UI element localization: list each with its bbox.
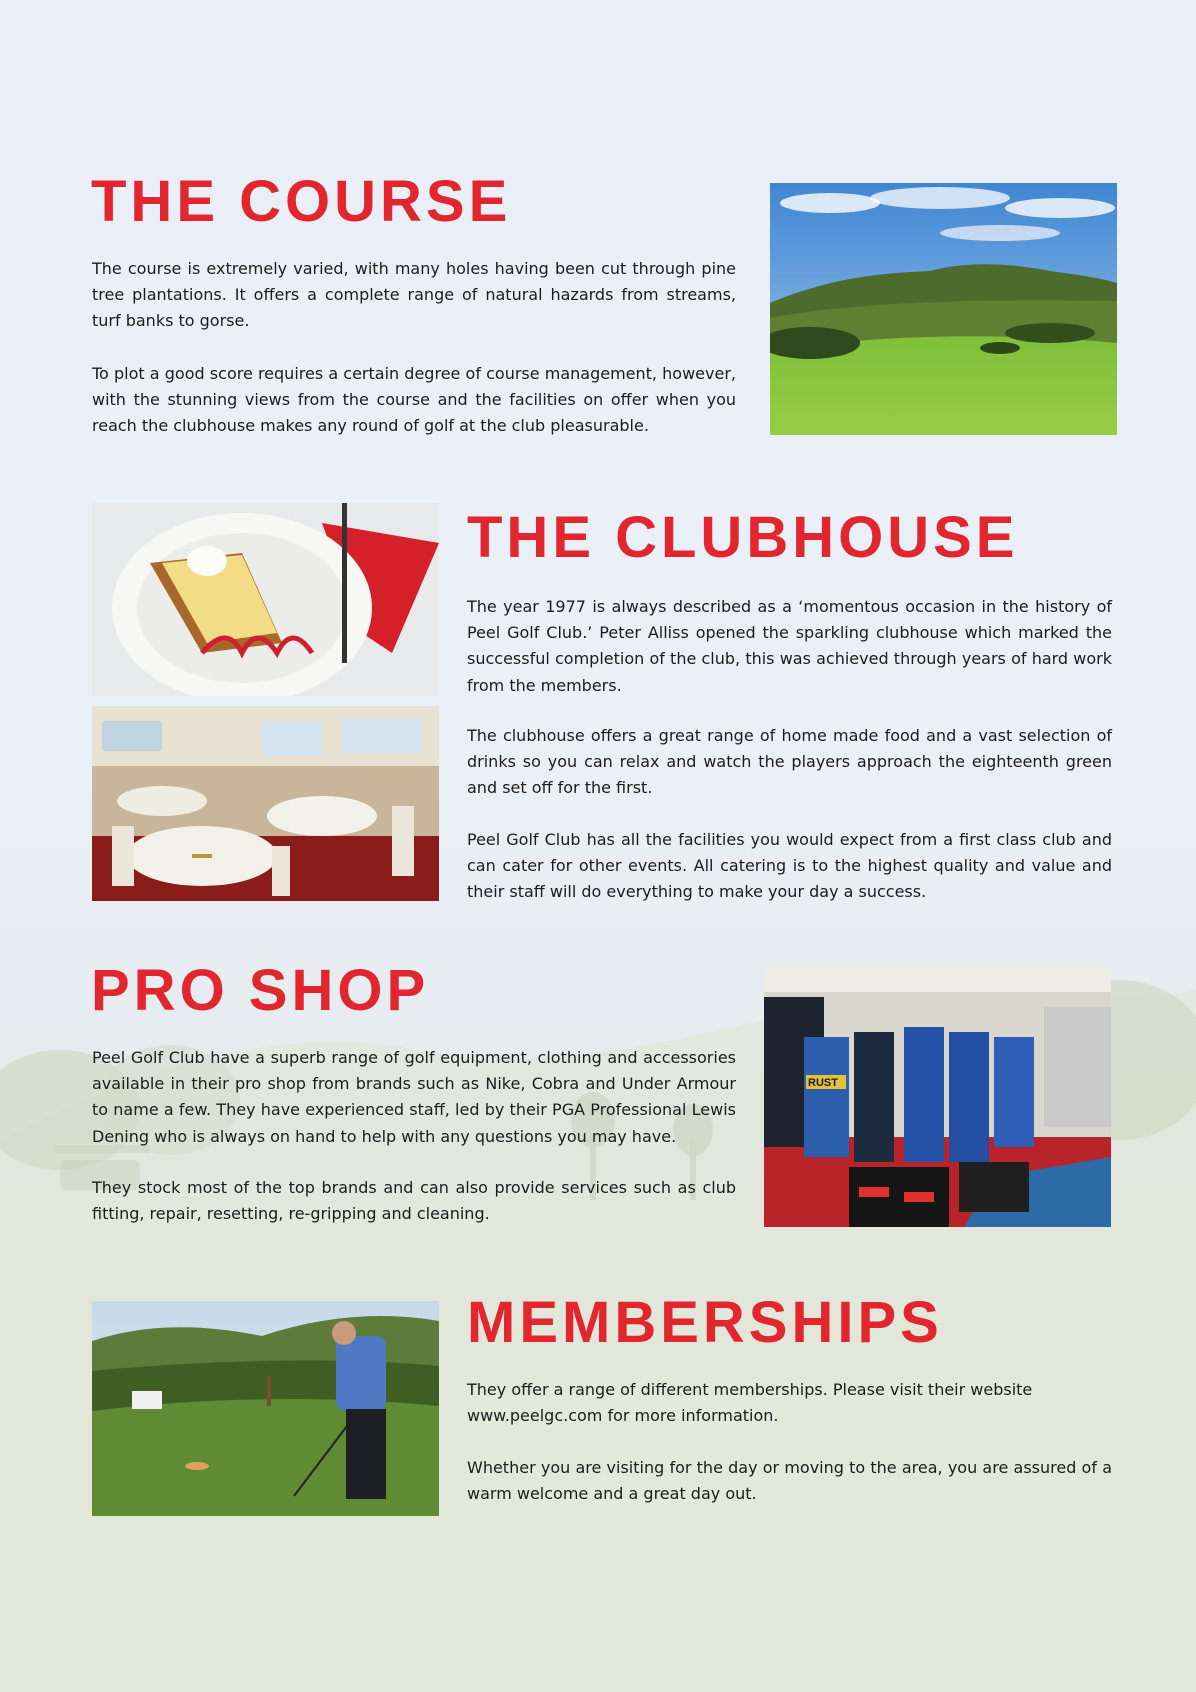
- proshop-paragraph-1: Peel Golf Club have a superb range of golf equipment, clothing and accessories available in their pro shop from brands such as Nike, Cobra and Under Armour to name a few. They have experienced staff, led by their PGA Professional Lewis Dening who is always on hand to help with any questions you may have.: [92, 1048, 736, 1146]
- memberships-heading: MEMBERSHIPS: [467, 1290, 943, 1355]
- memberships-paragraph-1: They offer a range of different memberships. Please visit their website www.peelgc.com for more information.: [467, 1380, 1033, 1426]
- proshop-heading: PRO SHOP: [91, 958, 430, 1023]
- course-paragraph-2: To plot a good score requires a certain degree of course management, however, with the stunning views from the course and the facilities on offer when you reach the clubhouse makes any round of golf at the club pleasurable.: [92, 364, 736, 436]
- course-paragraph-1: The course is extremely varied, with many holes having been cut through pine tree plantations. It offers a complete range of natural hazards from streams, turf banks to gorse.: [92, 259, 736, 331]
- clubhouse-paragraph-1: The year 1977 is always described as a ‘momentous occasion in the history of Peel Golf Club.’ Peter Alliss opened the sparkling clubhouse which marked the successful completion of the club, this was achieved through years of hard work from the members.: [467, 597, 1112, 695]
- shop-sign-text: RUST: [808, 1077, 838, 1089]
- proshop-interior-photo: [764, 967, 1111, 1227]
- clubhouse-paragraph-2: The clubhouse offers a great range of home made food and a vast selection of drinks so you can relax and watch the players approach the eighteenth green and set off for the first.: [467, 726, 1112, 798]
- clubhouse-heading: THE CLUBHOUSE: [467, 505, 1019, 570]
- function-room-photo: [92, 706, 439, 901]
- dessert-photo: [92, 503, 439, 696]
- course-heading: THE COURSE: [91, 169, 512, 234]
- clubhouse-paragraph-3: Peel Golf Club has all the facilities you would expect from a first class club and can cater for other events. All catering is to the highest quality and value and their staff will do everything to make your day a success.: [467, 830, 1112, 902]
- memberships-paragraph-2: Whether you are visiting for the day or moving to the area, you are assured of a warm welcome and a great day out.: [467, 1458, 1112, 1504]
- golfer-photo: [92, 1301, 439, 1516]
- course-landscape-photo: [770, 183, 1117, 435]
- proshop-paragraph-2: They stock most of the top brands and can also provide services such as club fitting, repair, resetting, re-gripping and cleaning.: [92, 1178, 736, 1224]
